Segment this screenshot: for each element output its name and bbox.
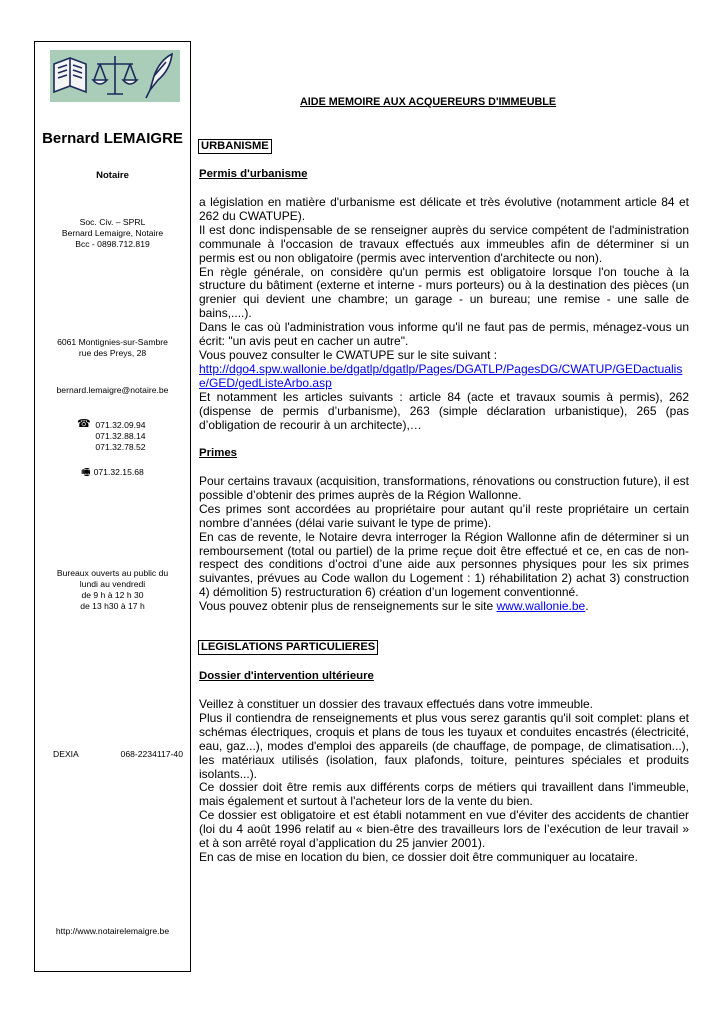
primes-text [199, 475, 689, 614]
paragraph: Pour certains travaux (acquisition, transformations, rénovations ou construction future), il est possible d’obtenir des primes auprès de la Région Wallonne. [199, 474, 689, 502]
wallonie-link[interactable]: www.wallonie.be [496, 599, 586, 614]
scales-icon [93, 56, 137, 94]
notary-role: Notaire [96, 170, 129, 181]
hours-line: de 9 h à 12 h 30 [81, 590, 144, 600]
book-icon [54, 58, 86, 92]
notary-name: Bernard LEMAIGRE [42, 130, 183, 147]
website[interactable]: http://www.notairelemaigre.be [55, 926, 170, 936]
paragraph: En cas de revente, le Notaire devra interroger la Région Wallonne afin de déterminer si un remboursement (total ou partiel) de la prime reçue doit être effectué et ce, en cas de non-respect des conditions d’octroi d’une aide aux personnes physiques pour les six primes suivantes, prévues au Code wallon du Logement : 1) réhabilitation 2) achat 3) construction 4) démolition 5) restructuration 6) création d’un logement conventionné. [199, 529, 689, 600]
company-line: Soc. Civ. – SPRL [79, 217, 146, 227]
fax-block [35, 467, 190, 478]
paragraph: En cas de mise en location du bien, ce dossier doit être communiquer au locataire. [199, 849, 638, 864]
paragraph: a législation en matière d'urbanisme est délicate et très évolutive (notamment article 84 et 262 du CWATUPE). [199, 195, 689, 223]
phone-block [35, 420, 190, 453]
paragraph: Il est donc indispensable de se renseigner auprès du service compétent de l'administration communale à l'occasion de travaux effectués aux immeubles afin de déterminer si un permis est ou non obligatoire (permis avec intervention d'architecte ou non). [199, 222, 689, 265]
address [35, 337, 190, 359]
fax-number: 071.32.15.68 [93, 467, 144, 477]
opening-hours [35, 568, 190, 612]
company-line: Bernard Lemaigre, Notaire [61, 228, 164, 238]
address-line: 6061 Montignies-sur-Sambre [57, 337, 168, 347]
paragraph: Vous pouvez consulter le CWATUPE sur le site suivant : [199, 347, 498, 362]
company-info [35, 217, 190, 250]
telephone-icon: ☎ [77, 418, 91, 430]
fax-icon: 🖷 [81, 467, 91, 478]
paragraph: En règle générale, on considère qu'un permis est obligatoire lorsque l'on touche à la structure du bâtiment (externe et interne - murs porteurs) ou à la destination des pièces (un grenier qui devient une chambre; un garage - un bureau; une remise - une salle de bains,....). [199, 264, 689, 321]
paragraph: Plus il contiendra de renseignements et plus vous serez garantis qu'il soit complet: plans et schémas électriques, croquis et plans de tous les tuyaux et conduites encastrés (électricité, eau, gaz...), modes d'emploi des appareils (de chauffage, de pompage, de climatisation...), les matériaux utilisés (isolation, faux plafonds, toiture, peintures spéciales et produits isolants...). [199, 710, 689, 781]
paragraph: Vous pouvez obtenir plus de renseignements sur le site www.wallonie.be. [199, 599, 589, 614]
notary-logo [50, 50, 180, 102]
paragraph: Dans le cas où l'administration vous informe qu'il ne faut pas de permis, ménagez-vous un écrit: "un avis peut en cacher un autre". [199, 320, 689, 349]
cwatupe-link[interactable]: http://dgo4.spw.wallonie.be/dgatlp/dgatlp/Pages/DGATLP/PagesDG/CWATUP/GEDactualise/GED/gedListeArbo.asp [199, 361, 683, 390]
hours-line: Bureaux ouverts au public du [56, 568, 169, 578]
phone-number: 071.32.09.94 [95, 420, 146, 430]
dossier-text [199, 698, 689, 865]
subheading-dossier: Dossier d'intervention ultérieure [199, 670, 374, 682]
paragraph: Ce dossier doit être remis aux différents corps de métiers qui travaillent dans l'immeuble, mais également et surtout à l'acheteur lors de la vente du bien. [199, 780, 689, 809]
logo-artwork [50, 50, 180, 102]
hours-line: lundi au vendredi [79, 579, 146, 589]
email[interactable]: bernard.lemaigre@notaire.be [56, 385, 169, 395]
bank-name: DEXIA [53, 749, 79, 759]
paragraph: Et notamment les articles suivants : article 84 (acte et travaux soumis à permis), 262 (dispense de permis d’urbanisme), 263 (simple déclaration urbanistique), 265 (pas d’obligation de recourir à un architecte),… [199, 389, 689, 432]
address-line: rue des Preys, 28 [78, 348, 147, 358]
paragraph: Ces primes sont accordées au propriétaire pour autant qu’il reste propriétaire un certain nombre d’années (délai varie suivant le type de prime). [199, 501, 689, 530]
permis-text [199, 196, 689, 432]
company-line: Bcc - 0898.712.819 [75, 239, 150, 249]
bank-info [53, 749, 183, 759]
subheading-primes: Primes [199, 447, 237, 459]
section-heading-legislations: LEGISLATIONS PARTICULIERES [198, 640, 378, 655]
quill-pen-icon [146, 54, 172, 98]
paragraph: Veillez à constituer un dossier des travaux effectués dans votre immeuble. [199, 697, 593, 711]
hours-line: de 13 h30 à 17 h [80, 601, 145, 611]
bank-account: 068-2234117-40 [120, 749, 183, 759]
sidebar [34, 41, 191, 972]
section-heading-urbanisme: URBANISME [198, 139, 272, 154]
paragraph: Ce dossier est obligatoire et est établi notamment en vue d'éviter des accidents de chantier (loi du 4 août 1996 relatif au « bien-être des travailleurs lors de l’exécution de leur travail » et à son arrêté royal d’application du 25 janvier 2001). [199, 808, 689, 851]
phone-number: 071.32.88.14 [95, 431, 146, 441]
document-title: AIDE MEMOIRE AUX ACQUEREURS D'IMMEUBLE [300, 96, 557, 108]
subheading-permis: Permis d'urbanisme [199, 168, 308, 180]
phone-number: 071.32.78.52 [95, 442, 146, 452]
